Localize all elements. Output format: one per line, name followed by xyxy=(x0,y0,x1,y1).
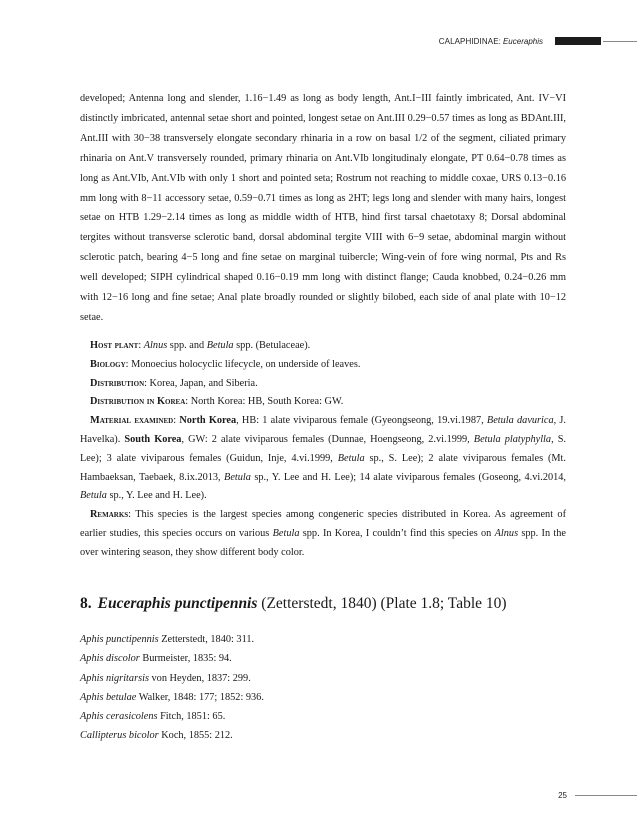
biology-label: Biology xyxy=(90,358,126,370)
synonym-item: Aphis betulae Walker, 1848: 177; 1852: 936. xyxy=(80,691,264,703)
species-authority: (Zetterstedt, 1840) (Plate 1.8; Table 10) xyxy=(257,595,507,612)
host-plant-entry: Host plant: Alnus spp. and Betula spp. (Betulaceae). xyxy=(90,340,311,351)
host-plant-label: Host plant xyxy=(90,340,139,351)
synonym-item: Aphis nigritarsis von Heyden, 1837: 299. xyxy=(80,672,251,684)
host-genus-alnus: Alnus xyxy=(143,340,168,351)
synonym-item: Aphis cerasicolens Fitch, 1851: 65. xyxy=(80,711,226,723)
south-korea-label: South Korea xyxy=(124,433,182,445)
synonym-item: Aphis punctipennis Zetterstedt, 1840: 311. xyxy=(80,634,255,645)
synonym-list xyxy=(80,630,560,746)
biology-entry: Biology: Monoecius holocyclic lifecycle, on underside of leaves. xyxy=(90,358,361,370)
synonym-item: Callipterus bicolor Koch, 1855: 212. xyxy=(80,730,233,742)
distribution-label: Distribution xyxy=(90,377,145,389)
distribution-korea-label: Distribution in Korea xyxy=(90,396,186,408)
distribution-entry: Distribution: Korea, Japan, and Siberia. xyxy=(90,377,258,389)
header-bar-decoration xyxy=(555,37,601,45)
species-section-heading xyxy=(80,595,580,613)
running-header xyxy=(439,36,637,46)
species-name: Euceraphis punctipennis xyxy=(97,595,258,612)
distribution-korea-entry: Distribution in Korea: North Korea: HB, South Korea: GW. xyxy=(90,396,344,408)
running-header-family: CALAPHIDINAE: xyxy=(438,36,501,46)
material-examined-label: Material examined xyxy=(90,415,174,427)
remarks-entry: Remarks: This species is the largest species among congeneric species distributed in Korea. As agreement of earlier studies, this species occurs on various Betula spp. In Korea, I couldn’t find this species on Alnus spp. In the over wintering season, they show different body color. xyxy=(80,509,567,558)
remarks-label: Remarks xyxy=(90,509,129,521)
section-number: 8. xyxy=(80,595,92,612)
header-line-decoration xyxy=(603,41,637,42)
description-paragraph: developed; Antenna long and slender, 1.16−1.49 as long as body length, Ant.I−III faintly imbricated, Ant. IV−VI distinctly imbricated, antennal setae short and pointed, longest setae on Ant.III 0.29−0.57 times as long as BDAnt.III, Ant.III with 30−38 transversely elongate secondary rhinaria in a row on basal 1/2 of the segment, ciliated primary rhinaria on Ant.V transversely rounded, primary rhinaria on Ant.VIb longitudinaly elongate, PT 0.64−0.78 times as long as Ant.VIb, Ant.VIb with only 1 short and pointed seta; Rostrum not reaching to middle coxae, URS 0.13−0.16 mm long with 8−11 accessory setae, 0.59−0.71 times as long as 2HT; legs long and slender with many hairs, longest setae on HTB 1.29−2.14 times as long as middle width of HTB, hind first tarsal chaetotaxy 8; Dorsal abdominal tergites without transverse sclerotic band, dorsal abdominal tergite VIII with 6−9 setae, abdominal margin without sclerotic patch, bearing 4−5 long and fine setae on marginal tuibercle; Wing-vein of fore wing normal, Pts and Rs well developed; SIPH cylindrical shaped 0.16−0.19 mm long with distinct flange; Cauda knobbed, 0.24−0.26 mm with 12−16 long and fine setae; Anal plate broadly rounded or slightly bilobed, each side of anal plate with 10−12 setae. xyxy=(80,93,566,323)
north-korea-label: North Korea xyxy=(179,415,237,427)
material-examined-entry: Material examined: North Korea, HB: 1 alate viviparous female (Gyeongseong, 19.vi.1987, Betula davurica, J. Havelka). South Korea, GW: 2 alate viviparous females (Dunnae, Hoengseong, 2.vi.1999, Betula platyphylla, S. Lee); 3 alate viviparous females (Guidun, Inje, 4.vi.1999, Betula sp., S. Lee); 2 alate viviparous females (Mt. Hambaeksan, Taebaek, 8.ix.2013, Betula sp., Y. Lee and H. Lee); 14 alate viviparous females (Goseong, 4.vi.2014, Betula sp., Y. Lee and H. Lee). xyxy=(80,415,567,502)
species-notes xyxy=(80,337,566,563)
page-footer xyxy=(558,790,637,800)
page-number: 25 xyxy=(558,790,567,800)
running-header-genus: Euceraphis xyxy=(502,36,543,46)
footer-line-decoration xyxy=(575,795,637,796)
host-genus-betula: Betula xyxy=(206,340,234,351)
synonym-item: Aphis discolor Burmeister, 1835: 94. xyxy=(80,653,232,665)
